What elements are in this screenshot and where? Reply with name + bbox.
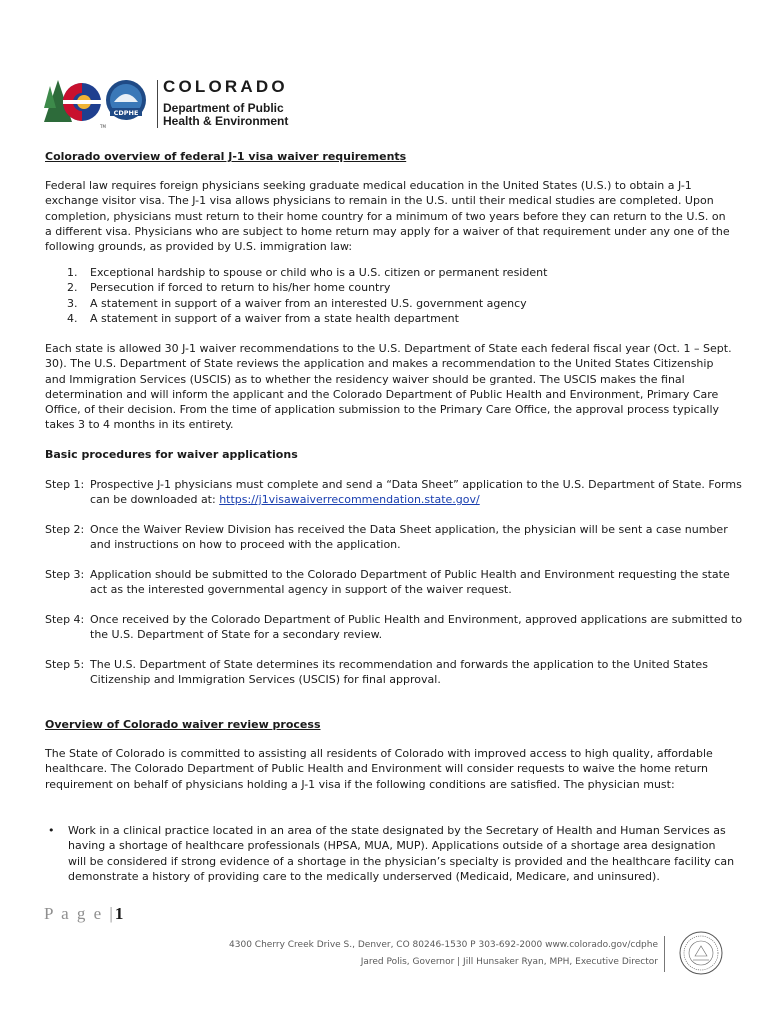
step-text: Once the Waiver Review Division has received the Data Sheet application, the physician will be sent a case number and instructions on how to proceed with the application. <box>90 523 728 552</box>
list-number: 1. <box>67 266 78 279</box>
colorado-logo-icon <box>44 78 156 130</box>
bullet-icon: • <box>48 824 55 837</box>
step-label: Step 5: <box>45 658 85 671</box>
section1-intro: Federal law requires foreign physicians seeking graduate medical education in the United States (U.S.) to obtain a J-1 exchange visitor visa. The J-1 visa allows physicians to remain in the U.S. until their medical studies are completed. Upon completion, physicians must return to their home country for a minimum of two years before they can return to the U.S. on a different visa. Physicians who are subject to home return may apply for a waiver of that requirement under any one of the following grounds, as provided by U.S. immigration law: <box>45 179 730 254</box>
step-5 <box>45 657 745 688</box>
dept-line2: Health & Environment <box>163 114 289 128</box>
cdphe-badge-text: CDPHE <box>113 109 139 117</box>
step-text: Prospective J-1 physicians must complete and send a “Data Sheet” application to the U.S. Department of State. Forms can be downloaded at: <box>90 478 742 507</box>
step-3 <box>45 567 745 598</box>
list-item <box>45 311 547 326</box>
list-number: 4. <box>67 311 78 325</box>
step-label: Step 1: <box>45 478 85 491</box>
condition-bullet <box>45 823 735 884</box>
cdphe-logo <box>44 78 304 130</box>
page-number-value: 1 <box>114 904 124 923</box>
waiver-grounds-list <box>45 265 547 326</box>
section2-title: Basic procedures for waiver applications <box>45 448 298 461</box>
dept-line1: Department of Public <box>163 101 284 115</box>
step-label: Step 4: <box>45 613 85 626</box>
step-label: Step 3: <box>45 568 85 581</box>
step-4 <box>45 612 745 643</box>
page-number <box>44 904 123 924</box>
state-seal-icon <box>678 930 724 976</box>
footer-officials: Jared Polis, Governor | Jill Hunsaker Ryan, MPH, Executive Director <box>360 957 658 967</box>
step-1 <box>45 477 745 508</box>
section1-title: Colorado overview of federal J-1 visa waiver requirements <box>45 150 407 163</box>
section3-title: Overview of Colorado waiver review process <box>45 718 321 731</box>
list-text: Persecution if forced to return to his/her home country <box>90 281 391 295</box>
step-label: Step 2: <box>45 523 85 536</box>
page-label: P a g e | <box>44 904 115 923</box>
step-text: Once received by the Colorado Department of Public Health and Environment, approved applications are submitted to the U.S. Department of State for a secondary review. <box>90 613 743 642</box>
list-number: 3. <box>67 296 78 310</box>
list-text: A statement in support of a waiver from an interested U.S. government agency <box>90 296 527 310</box>
step-2 <box>45 522 745 553</box>
bullet-text: Work in a clinical practice located in an area of the state designated by the Secretary of Health and Human Services as having a shortage of healthcare professionals (HPSA, MUA, MUP). Applications outside of a shortage area designation will be considered if strong evidence of a shortage in the physician’s specialty is provided and the healthcare facility can demonstrate a history of providing care to the medically underserved (Medicaid, Medicare, and uninsured). <box>68 824 735 883</box>
step-text: The U.S. Department of State determines its recommendation and forwards the application to the United States Citizenship and Immigration Services (USCIS) for final approval. <box>90 658 708 687</box>
section1-after: Each state is allowed 30 J-1 waiver recommendations to the U.S. Department of State each federal fiscal year (Oct. 1 – Sept. 30). The U.S. Department of State reviews the application and makes a recommendation to the United States Citizenship and Immigration Services (USCIS) as to whether the residency waiver should be granted. The USCIS makes the final determination and will inform the applicant and the Colorado Department of Public Health and Environment, Primary Care Office, of their decision. From the time of application submission to the Primary Care Office, the approval process typically takes 3 to 4 months in its entirety. <box>45 342 732 432</box>
list-item <box>45 280 547 295</box>
footer-divider <box>664 936 665 972</box>
list-text: Exceptional hardship to spouse or child who is a U.S. citizen or permanent resident <box>90 266 548 279</box>
list-item <box>45 265 547 280</box>
section3-intro: The State of Colorado is committed to assisting all residents of Colorado with improved access to high quality, affordable healthcare. The Colorado Department of Public Health and Environment will consider requests to waive the home return requirement on behalf of physicians holding a J-1 visa if the following conditions are satisfied. The physician must: <box>45 747 713 791</box>
state-gov-link[interactable]: https://j1visawaiverrecommendation.state.gov/ <box>219 493 480 507</box>
list-text: A statement in support of a waiver from a state health department <box>90 311 459 325</box>
list-item <box>45 296 547 311</box>
footer-address: 4300 Cherry Creek Drive S., Denver, CO 80246-1530 P 303-692-2000 www.colorado.gov/cdphe <box>229 940 658 950</box>
org-name: COLORADO <box>163 77 288 96</box>
trademark: TM <box>100 124 106 129</box>
step-text: Application should be submitted to the Colorado Department of Public Health and Environment requesting the state act as the interested governmental agency in support of the waiver request. <box>90 568 730 597</box>
logo-divider <box>157 80 158 128</box>
list-number: 2. <box>67 281 78 295</box>
